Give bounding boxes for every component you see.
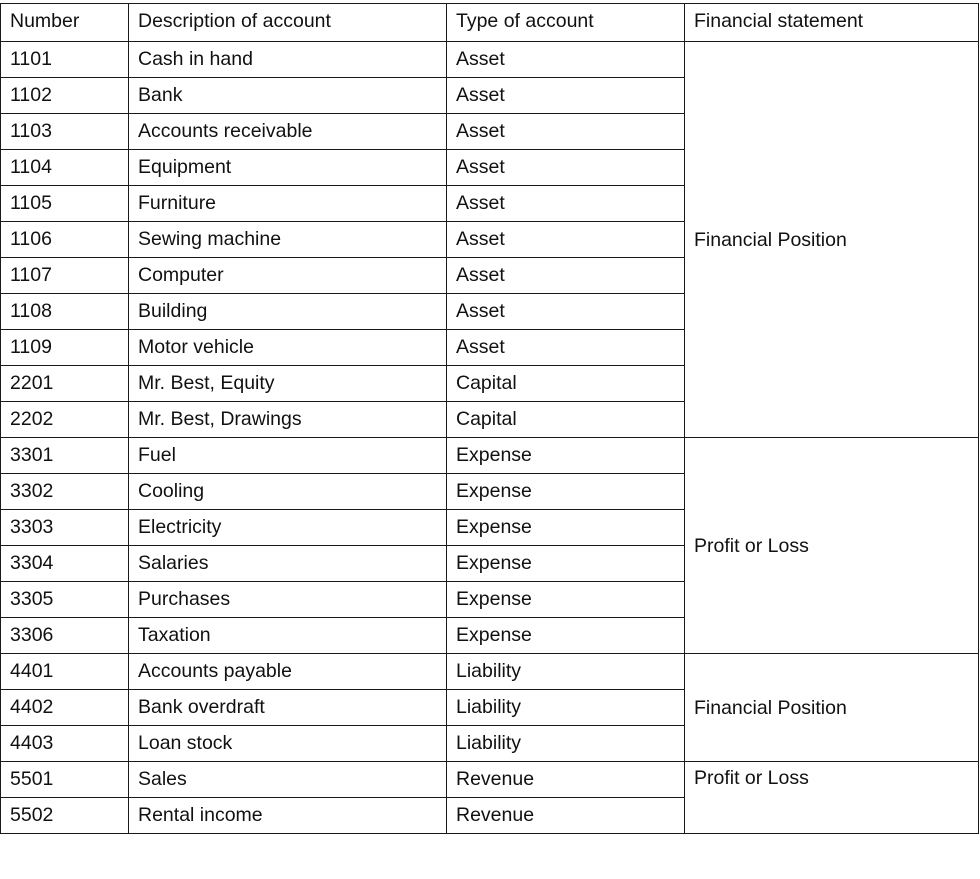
account-type-cell: Expense — [447, 474, 685, 510]
account-number-cell: 4401 — [1, 654, 129, 690]
account-description-cell: Furniture — [129, 186, 447, 222]
account-number-cell: 3302 — [1, 474, 129, 510]
table-row — [1, 438, 979, 474]
account-number-cell: 1105 — [1, 186, 129, 222]
table-row — [1, 42, 979, 78]
account-type-cell: Expense — [447, 546, 685, 582]
account-type-cell: Expense — [447, 438, 685, 474]
account-description-cell: Rental income — [129, 798, 447, 834]
account-type-cell: Asset — [447, 150, 685, 186]
account-description-cell: Computer — [129, 258, 447, 294]
account-type-cell: Asset — [447, 330, 685, 366]
financial-statement-cell: Financial Position — [685, 654, 979, 762]
account-type-cell: Expense — [447, 510, 685, 546]
account-type-cell: Asset — [447, 42, 685, 78]
account-description-cell: Mr. Best, Equity — [129, 366, 447, 402]
account-number-cell: 1109 — [1, 330, 129, 366]
financial-statement-cell: Profit or Loss — [685, 438, 979, 654]
account-description-cell: Bank — [129, 78, 447, 114]
account-type-cell: Expense — [447, 582, 685, 618]
account-description-cell: Fuel — [129, 438, 447, 474]
account-number-cell: 3306 — [1, 618, 129, 654]
account-description-cell: Motor vehicle — [129, 330, 447, 366]
account-number-cell: 4402 — [1, 690, 129, 726]
financial-statement-cell: Financial Position — [685, 42, 979, 438]
header-number: Number — [1, 4, 129, 42]
account-description-cell: Sewing machine — [129, 222, 447, 258]
account-number-cell: 1103 — [1, 114, 129, 150]
table-body — [1, 42, 979, 834]
account-number-cell: 3301 — [1, 438, 129, 474]
account-description-cell: Building — [129, 294, 447, 330]
account-description-cell: Electricity — [129, 510, 447, 546]
account-type-cell: Liability — [447, 690, 685, 726]
account-description-cell: Salaries — [129, 546, 447, 582]
account-type-cell: Capital — [447, 366, 685, 402]
account-number-cell: 1108 — [1, 294, 129, 330]
account-number-cell: 1101 — [1, 42, 129, 78]
account-type-cell: Expense — [447, 618, 685, 654]
account-number-cell: 5502 — [1, 798, 129, 834]
account-description-cell: Mr. Best, Drawings — [129, 402, 447, 438]
account-description-cell: Taxation — [129, 618, 447, 654]
account-description-cell: Cooling — [129, 474, 447, 510]
financial-statement-cell: Profit or Loss — [685, 762, 979, 834]
account-type-cell: Asset — [447, 258, 685, 294]
account-number-cell: 4403 — [1, 726, 129, 762]
account-type-cell: Capital — [447, 402, 685, 438]
account-type-cell: Revenue — [447, 762, 685, 798]
account-description-cell: Cash in hand — [129, 42, 447, 78]
account-description-cell: Purchases — [129, 582, 447, 618]
table-row — [1, 654, 979, 690]
header-financial-statement: Financial statement — [685, 4, 979, 42]
header-row — [1, 4, 979, 42]
chart-of-accounts-table — [0, 3, 979, 834]
account-number-cell: 3304 — [1, 546, 129, 582]
account-description-cell: Loan stock — [129, 726, 447, 762]
header-description: Description of account — [129, 4, 447, 42]
account-description-cell: Equipment — [129, 150, 447, 186]
account-description-cell: Accounts receivable — [129, 114, 447, 150]
account-number-cell: 1102 — [1, 78, 129, 114]
account-number-cell: 2201 — [1, 366, 129, 402]
account-type-cell: Liability — [447, 726, 685, 762]
account-type-cell: Asset — [447, 186, 685, 222]
account-number-cell: 1107 — [1, 258, 129, 294]
header-type: Type of account — [447, 4, 685, 42]
account-number-cell: 1106 — [1, 222, 129, 258]
table-row — [1, 762, 979, 798]
account-type-cell: Liability — [447, 654, 685, 690]
account-description-cell: Bank overdraft — [129, 690, 447, 726]
account-number-cell: 3303 — [1, 510, 129, 546]
account-type-cell: Revenue — [447, 798, 685, 834]
account-number-cell: 2202 — [1, 402, 129, 438]
account-number-cell: 3305 — [1, 582, 129, 618]
account-description-cell: Sales — [129, 762, 447, 798]
account-type-cell: Asset — [447, 294, 685, 330]
account-type-cell: Asset — [447, 114, 685, 150]
account-description-cell: Accounts payable — [129, 654, 447, 690]
account-number-cell: 1104 — [1, 150, 129, 186]
account-type-cell: Asset — [447, 78, 685, 114]
account-number-cell: 5501 — [1, 762, 129, 798]
account-type-cell: Asset — [447, 222, 685, 258]
